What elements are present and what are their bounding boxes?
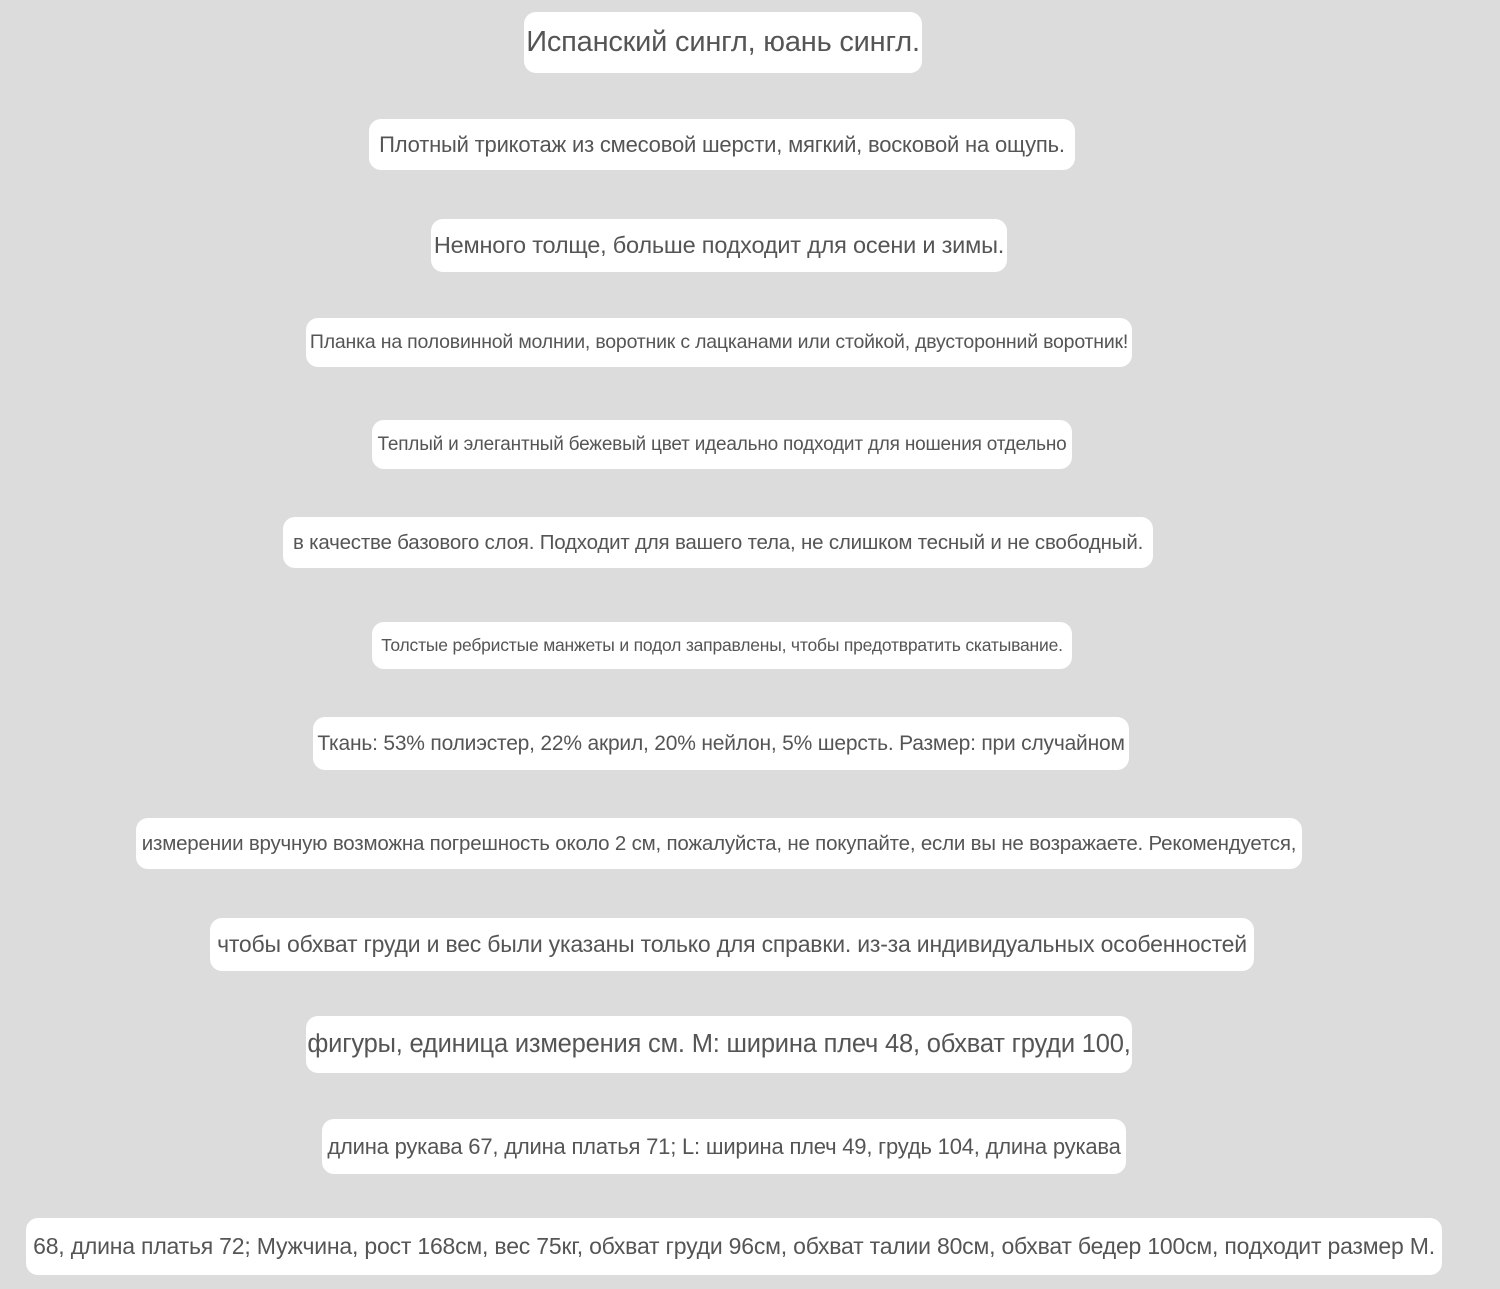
text-line-1: Испанский сингл, юань сингл. [524, 12, 922, 73]
text-line-13: 68, длина платья 72; Мужчина, рост 168см, вес 75кг, обхват груди 96см, обхват талии 80см, обхват бедер 100см, подходит размер M. [26, 1218, 1442, 1275]
text-line-6: в качестве базового слоя. Подходит для вашего тела, не слишком тесный и не свободный. [283, 517, 1153, 568]
text-line-8: Ткань: 53% полиэстер, 22% акрил, 20% нейлон, 5% шерсть. Размер: при случайном [313, 717, 1129, 770]
text-line-2: Плотный трикотаж из смесовой шерсти, мягкий, восковой на ощупь. [369, 119, 1075, 170]
text-line-4: Планка на половинной молнии, воротник с лацканами или стойкой, двусторонний воротник! [306, 318, 1132, 367]
text-line-12: длина рукава 67, длина платья 71; L: ширина плеч 49, грудь 104, длина рукава [322, 1119, 1126, 1174]
text-line-11: фигуры, единица измерения см. M: ширина плеч 48, обхват груди 100, [306, 1016, 1132, 1073]
text-line-3: Немного толще, больше подходит для осени и зимы. [431, 219, 1007, 272]
text-line-5: Теплый и элегантный бежевый цвет идеально подходит для ношения отдельно [372, 420, 1072, 469]
text-line-10: чтобы обхват груди и вес были указаны только для справки. из-за индивидуальных особенностей [210, 918, 1254, 971]
text-line-7: Толстые ребристые манжеты и подол заправлены, чтобы предотвратить скатывание. [372, 622, 1072, 669]
text-line-9: измерении вручную возможна погрешность около 2 см, пожалуйста, не покупайте, если вы не возражаете. Рекомендуется, [136, 818, 1302, 869]
